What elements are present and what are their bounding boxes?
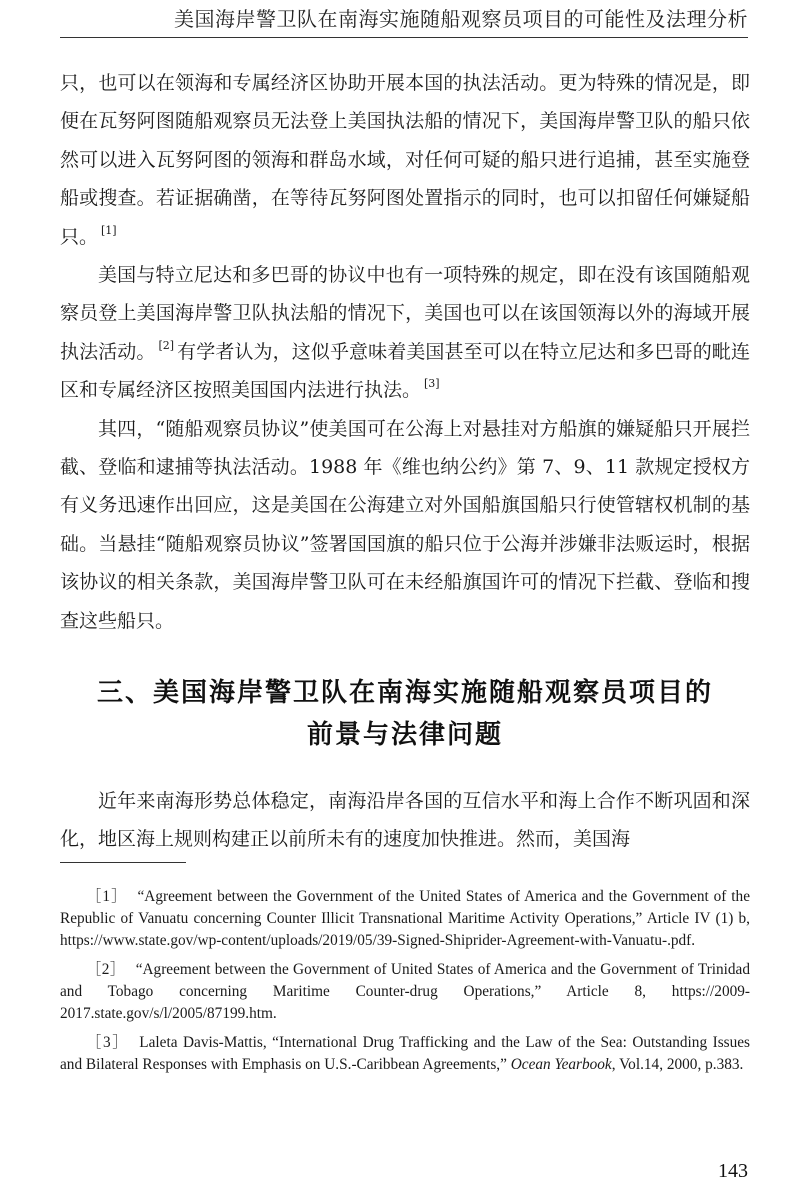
- footnote-3: [60, 1032, 750, 1076]
- section-heading-line-1: 三、美国海岸警卫队在南海实施随船观察员项目的: [96, 678, 713, 708]
- paragraph-4: 近年来南海形势总体稳定，南海沿岸各国的互信水平和海上合作不断巩固和深化，地区海上规则构建正以前所未有的速度加快推进。然而，美国海: [60, 790, 750, 851]
- journal-title: Ocean Yearbook: [510, 1056, 612, 1073]
- paragraph-2-text-b: 有学者认为，这似乎意味着美国甚至可以在特立尼达和多巴哥的毗连区和专属经济区按照美国国内法进行执法。: [60, 340, 750, 402]
- paragraph-2: [60, 256, 750, 410]
- footnote-text: “Agreement between the Government of the United States of America and the Government of the Republic of Vanuatu concerning Counter Illicit Transnational Maritime Activity Operations,” Article IV (1) b, https://www.state.gov/wp-content/uploads/2019/05/39-Signed-Shiprider-Agreement-with-Vanuatu-.pdf.: [60, 888, 750, 949]
- footnotes: [60, 886, 750, 1083]
- paragraph-3: 其四，“随船观察员协议”使美国可在公海上对悬挂对方船旗的嫌疑船只开展拦截、登临和逮捕等执法活动。1988 年《维也纳公约》第 7、9、11 款规定授权方有义务迅速作出回应，这是美国在公海建立对外国船旗国船只行使管辖权机制的基础。当悬挂“随船观察员协议”签署国国旗的船只位于公海并涉嫌非法贩运时，根据该协议的相关条款，美国海岸警卫队可在未经船旗国许可的情况下拦截、登临和搜查这些船只。: [60, 417, 750, 632]
- paragraph-2-text-a: 美国与特立尼达和多巴哥的协议中也有一项特殊的规定，即在没有该国随船观察员登上美国海岸警卫队执法船的情况下，美国也可以在该国领海以外的海域开展执法活动。: [60, 264, 750, 363]
- page-number: 143: [718, 1160, 748, 1182]
- footnote-2: [60, 959, 750, 1025]
- paragraph-1-text: 只，也可以在领海和专属经济区协助开展本国的执法活动。更为特殊的情况是，即便在瓦努阿图随船观察员无法登上美国执法船的情况下，美国海岸警卫队的船只依然可以进入瓦努阿图的领海和群岛水域，对任何可疑的船只进行追捕，甚至实施登船或搜查。若证据确凿，在等待瓦努阿图处置指示的同时，也可以扣留任何嫌疑船只。: [60, 72, 750, 248]
- footnote-marker: ［3］: [86, 1034, 130, 1051]
- footnote-ref-2[interactable]: [2]: [158, 338, 175, 352]
- footnote-1: [60, 886, 750, 952]
- section-heading: [60, 672, 750, 756]
- footnote-text-post: , Vol.14, 2000, p.383.: [611, 1056, 744, 1073]
- footnote-rule: [60, 862, 186, 863]
- running-header: 美国海岸警卫队在南海实施随船观察员项目的可能性及法理分析: [174, 7, 748, 31]
- footnote-ref-3[interactable]: [3]: [424, 377, 440, 391]
- paragraph-1: [60, 64, 750, 256]
- footnote-marker: ［1］: [86, 888, 128, 905]
- footnote-marker: ［2］: [86, 961, 126, 978]
- section-heading-line-2: 前景与法律问题: [306, 720, 503, 750]
- header-rule: [60, 37, 748, 38]
- footnote-ref-1[interactable]: [1]: [101, 223, 117, 237]
- body-text-lower: [60, 782, 750, 859]
- body-text-upper: [60, 64, 750, 640]
- footnote-text-pre: Laleta Davis-Mattis, “International Drug Trafficking and the Law of the Sea: Outstanding Issues and Bilateral Responses with Emphasis on U.S.-Caribbean Agreements,”: [60, 1034, 750, 1073]
- footnote-text: “Agreement between the Government of United States of America and the Government of Trinidad and Tobago concerning Maritime Counter-drug Operations,” Article 8, https://2009-2017.state.gov/s/l/2005/87199.htm.: [60, 961, 750, 1022]
